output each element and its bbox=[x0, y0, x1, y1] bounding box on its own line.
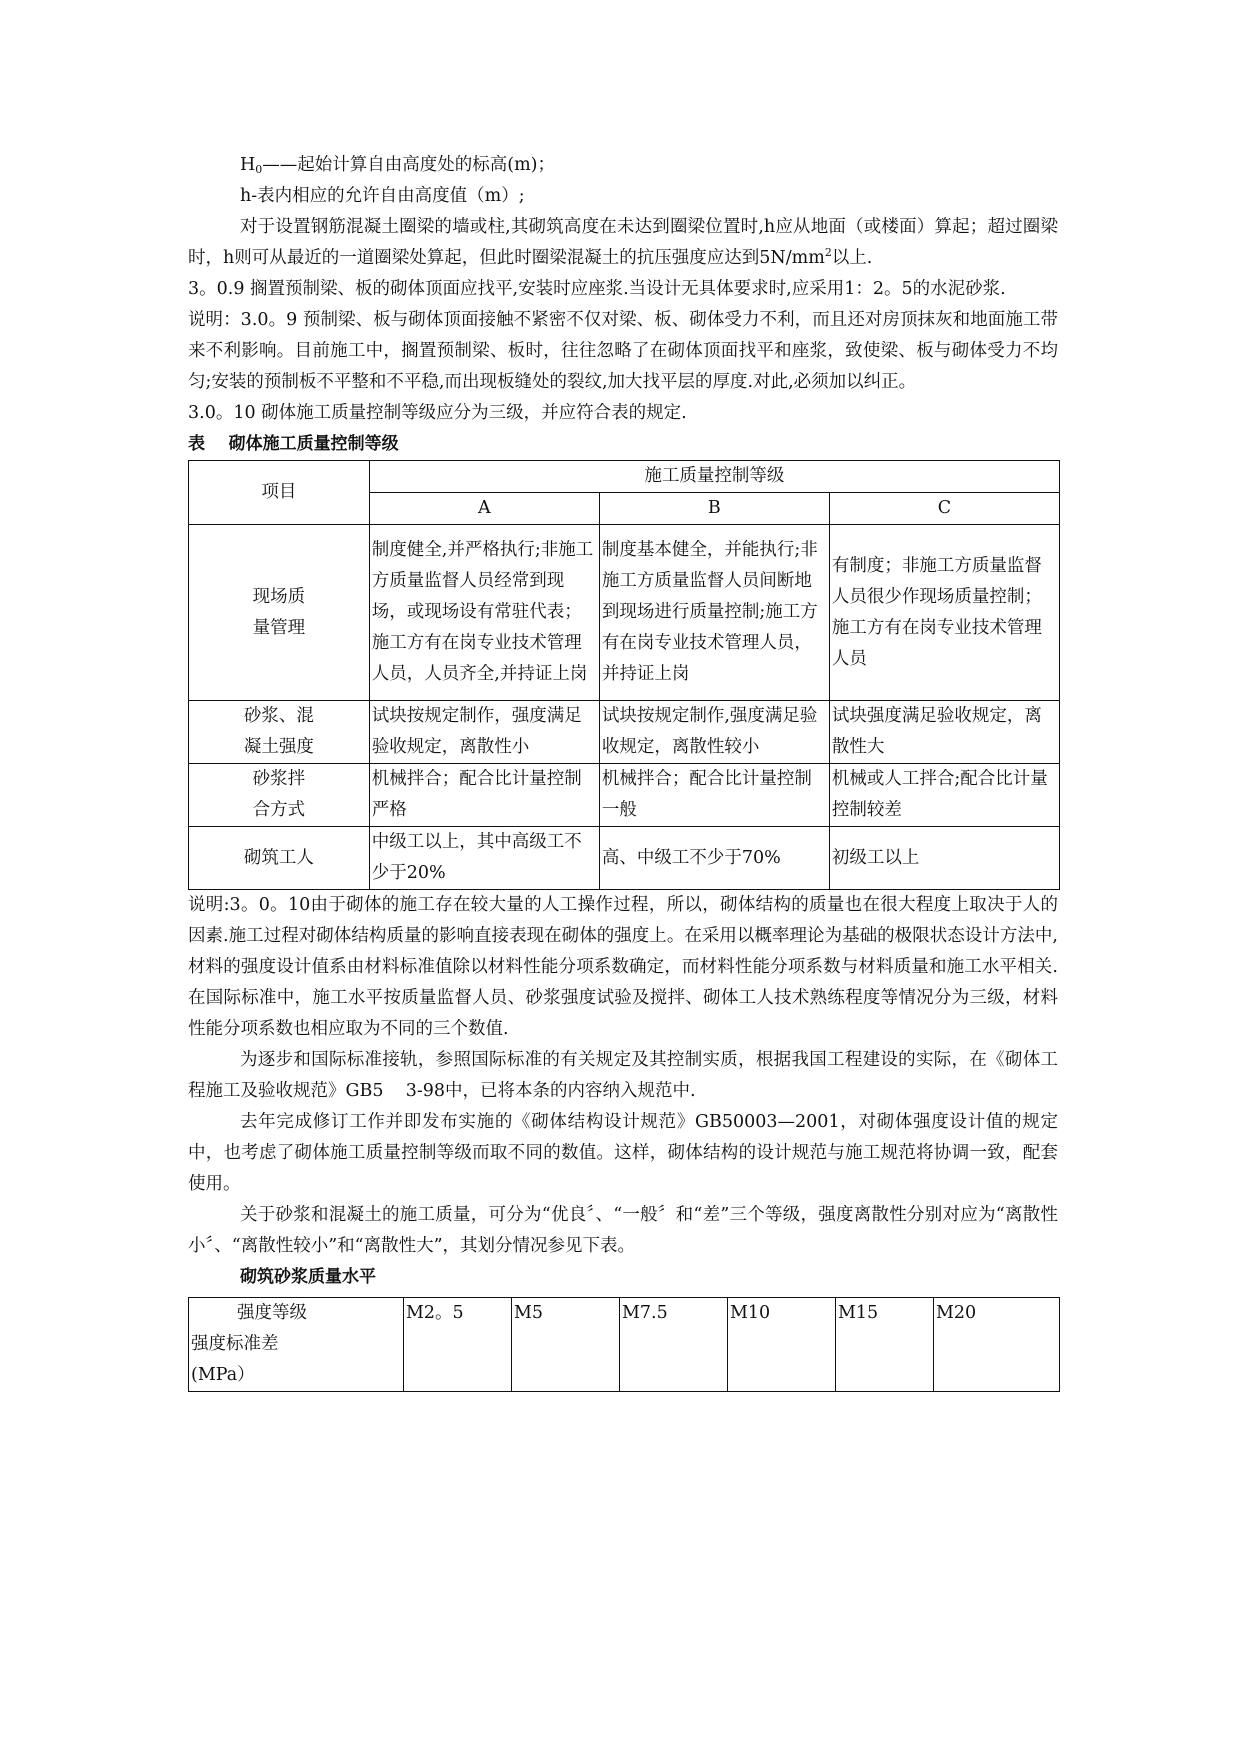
clause-3-0-10: 3.0。10 砌体施工质量控制等级应分为三级，并应符合表的规定. bbox=[188, 403, 687, 423]
table1-title: 表 砌体施工质量控制等级 bbox=[188, 434, 399, 454]
p1-end: 以上. bbox=[831, 248, 873, 268]
header-line-3: (MPa） bbox=[191, 1365, 255, 1385]
header-grade-a: A bbox=[369, 493, 599, 525]
cell-b: 高、中级工不少于70% bbox=[599, 827, 829, 890]
table-row bbox=[189, 827, 1060, 890]
cell-a: 机械拌合；配合比计量控制严格 bbox=[369, 764, 599, 827]
grade-cell: M7.5 bbox=[620, 1298, 728, 1392]
cell-b: 制度基本健全，并能执行;非施工方质量监督人员间断地到现场进行质量控制;施工方有在岗专业技术管理人员，并持证上岗 bbox=[599, 525, 829, 701]
header-grade-c: C bbox=[829, 493, 1059, 525]
h0-symbol: H bbox=[240, 155, 256, 175]
header-cell bbox=[189, 1298, 404, 1392]
h-definition: h-表内相应的允许自由高度值（m）; bbox=[240, 186, 525, 206]
grade-cell: M5 bbox=[512, 1298, 620, 1392]
table2-title: 砌筑砂浆质量水平 bbox=[240, 1267, 376, 1287]
mortar-quality-table bbox=[188, 1297, 1060, 1392]
row-item: 砂浆拌 合方式 bbox=[189, 764, 370, 827]
grade-cell: M2。5 bbox=[404, 1298, 512, 1392]
table-row bbox=[189, 701, 1060, 764]
clause-3-0-9: 3。0.9 搁置预制梁、板的砌体顶面应找平,安装时应座浆.当设计无具体要求时,应采用1：2。5的水泥砂浆. bbox=[188, 279, 1006, 299]
note-3-0-9: 说明：3.0。9 预制梁、板与砌体顶面接触不紧密不仅对梁、板、砌体受力不利，而且还对房顶抹灰和地面施工带来不利影响。目前施工中，搁置预制梁、板时，往往忽略了在砌体顶面找平和座浆，致使梁、板与砌体受力不均匀;安装的预制板不平整和不平稳,而出现板缝处的裂纹,加大找平层的厚度.对此,必须加以纠正。 bbox=[188, 310, 1058, 392]
grade-cell: M10 bbox=[728, 1298, 836, 1392]
cell-c: 机械或人工拌合;配合比计量控制较差 bbox=[829, 764, 1059, 827]
h0-subscript: 0 bbox=[255, 163, 263, 176]
grade-cell: M15 bbox=[836, 1298, 934, 1392]
document-page bbox=[188, 150, 1058, 1392]
paragraph-ring-beam bbox=[188, 212, 1058, 274]
header-item: 项目 bbox=[189, 461, 370, 525]
cell-a: 制度健全,并严格执行;非施工方质量监督人员经常到现场，或现场设有常驻代表；施工方有在岗专业技术管理人员，人员齐全,并持证上岗 bbox=[369, 525, 599, 701]
cell-a: 试块按规定制作，强度满足验收规定，离散性小 bbox=[369, 701, 599, 764]
quality-control-table bbox=[188, 460, 1060, 890]
header-line-1: 强度等级 bbox=[237, 1303, 307, 1323]
h0-definition bbox=[188, 150, 1058, 181]
cell-c: 有制度；非施工方质量监督人员很少作现场质量控制；施工方有在岗专业技术管理人员 bbox=[829, 525, 1059, 701]
cell-b: 机械拌合；配合比计量控制一般 bbox=[599, 764, 829, 827]
table-row bbox=[189, 1298, 1060, 1392]
table-row bbox=[189, 525, 1060, 701]
h0-text: ——起始计算自由高度处的标高(m)； bbox=[262, 155, 556, 175]
p1-superscript: 2 bbox=[824, 246, 832, 259]
header-grade-group: 施工质量控制等级 bbox=[369, 461, 1059, 493]
cell-b: 试块按规定制作,强度满足验收规定，离散性较小 bbox=[599, 701, 829, 764]
row-item: 现场质 量管理 bbox=[189, 525, 370, 701]
paragraph-design-code: 去年完成修订工作并即发布实施的《砌体结构设计规范》GB50003—2001，对砌体强度设计值的规定中，也考虑了砌体施工质量控制等级而取不同的数值。这样，砌体结构的设计规范与施工规范将协调一致，配套使用。 bbox=[188, 1112, 1058, 1194]
note-3-0-10: 说明:3。0。10由于砌体的施工存在较大量的人工操作过程，所以，砌体结构的质量也在很大程度上取决于人的因素.施工过程对砌体结构质量的影响直接表现在砌体的强度上。在采用以概率理论为基础的极限状态设计方法中,材料的强度设计值系由材料标准值除以材料性能分项系数确定，而材料性能分项系数与材料质量和施工水平相关.在国际标准中，施工水平按质量监督人员、砂浆强度试验及搅拌、砌体工人技术熟练程度等情况分为三级，材料性能分项系数也相应取为不同的三个数值. bbox=[188, 895, 1058, 1039]
cell-c: 试块强度满足验收规定，离散性大 bbox=[829, 701, 1059, 764]
row-item: 砌筑工人 bbox=[189, 827, 370, 890]
table-header-row bbox=[189, 461, 1060, 493]
paragraph-international: 为逐步和国际标准接轨，参照国际标准的有关规定及其控制实质，根据我国工程建设的实际，在《砌体工程施工及验收规范》GB5 3-98中，已将本条的内容纳入规范中. bbox=[188, 1050, 1058, 1101]
grade-cell: M20 bbox=[934, 1298, 1060, 1392]
row-item: 砂浆、混 凝土强度 bbox=[189, 701, 370, 764]
table-row bbox=[189, 764, 1060, 827]
header-line-2: 强度标准差 bbox=[191, 1334, 279, 1354]
paragraph-quality-levels: 关于砂浆和混凝土的施工质量，可分为“优良〞、“一般〞和“差”三个等级，强度离散性分别对应为“离散性小〞、“离散性较小”和“离散性大”，其划分情况参见下表。 bbox=[188, 1205, 1058, 1256]
cell-c: 初级工以上 bbox=[829, 827, 1059, 890]
cell-a: 中级工以上，其中高级工不少于20% bbox=[369, 827, 599, 890]
p1-text: 对于设置钢筋混凝土圈梁的墙或柱,其砌筑高度在未达到圈梁位置时,h应从地面（或楼面）算起；超过圈梁时，h则可从最近的一道圈梁处算起，但此时圈梁混凝土的抗压强度应达到5N/mm bbox=[188, 217, 1058, 268]
header-grade-b: B bbox=[599, 493, 829, 525]
